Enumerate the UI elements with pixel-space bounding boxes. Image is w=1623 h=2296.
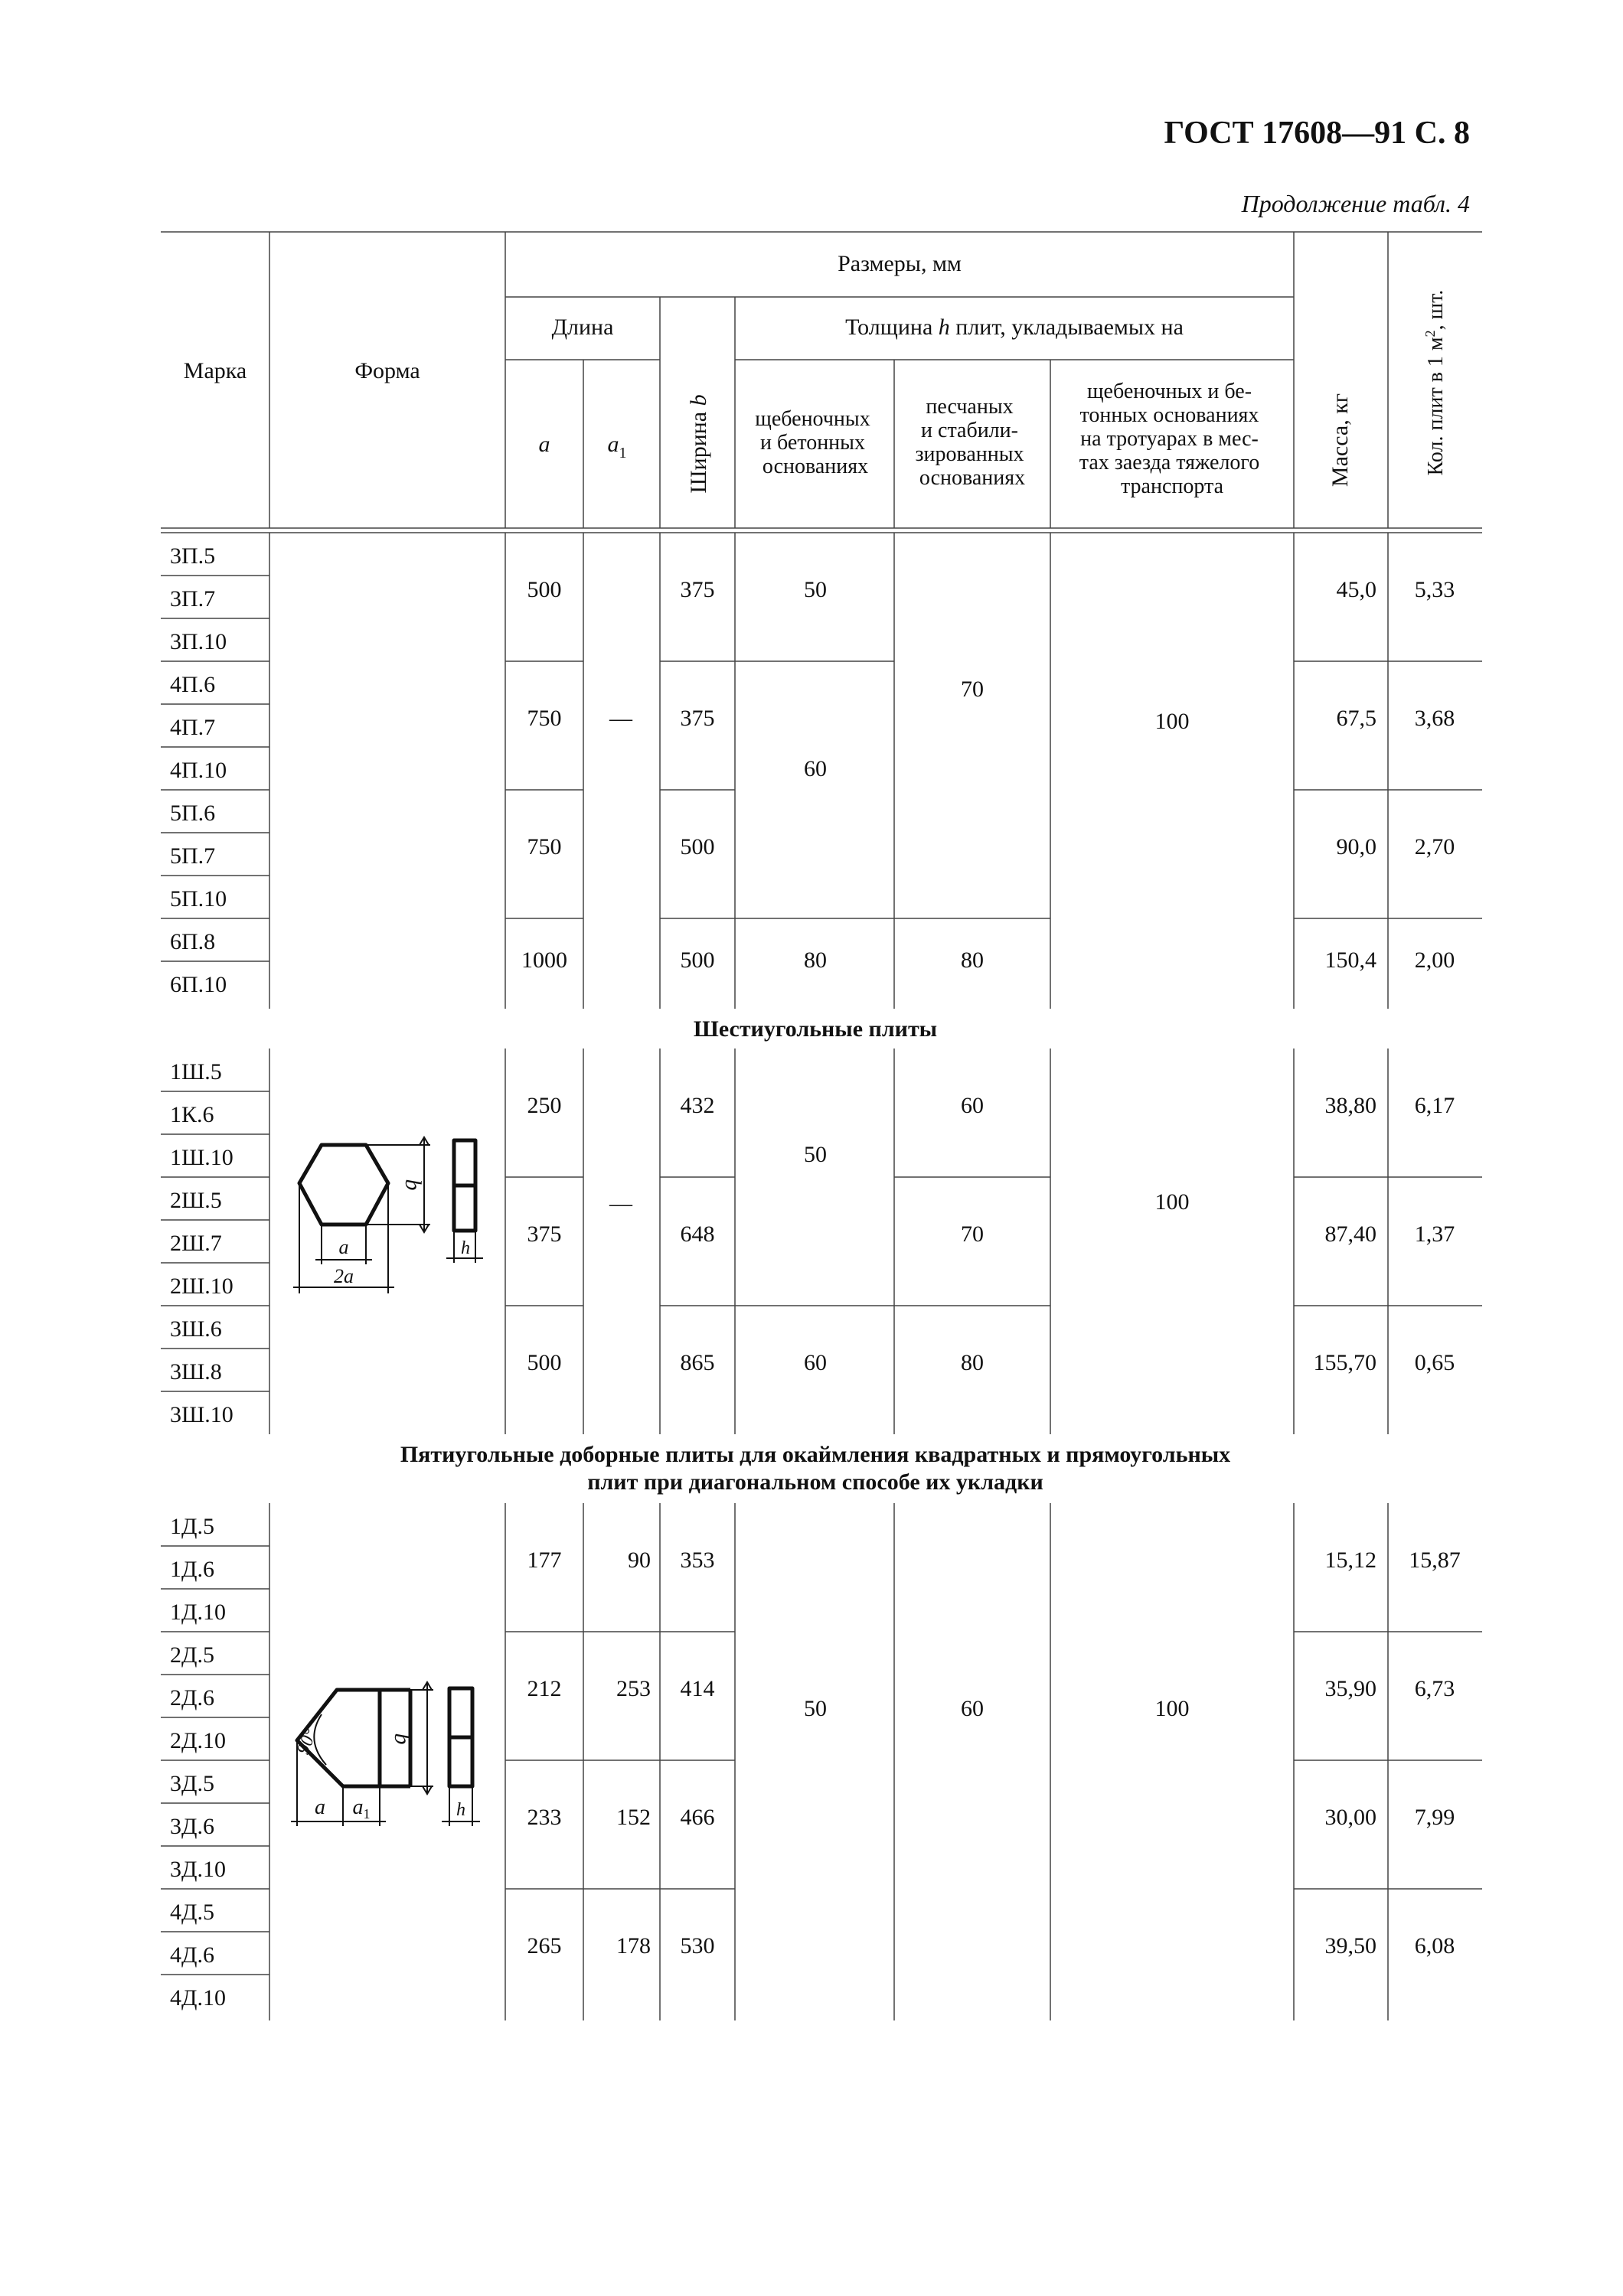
column-header-shcheben: щебеночных и бетонных основаниях <box>755 407 870 478</box>
table-cell-mass: 90,0 <box>1336 834 1376 859</box>
dimension-label-a: a <box>315 1795 325 1819</box>
table-cell-mark: 1К.6 <box>170 1102 214 1127</box>
table-cell-mark: 1Ш.5 <box>170 1059 222 1084</box>
section-title-pentagonal-line2: плит при диагональном способе их укладки <box>587 1469 1043 1495</box>
table-cell-count: 6,73 <box>1414 1676 1455 1701</box>
table-cell-h2: 60 <box>961 1696 984 1721</box>
table-cell-b: 353 <box>680 1548 715 1573</box>
table-cell-mark: 4Д.10 <box>170 1985 226 2011</box>
table-cell-h1: 80 <box>804 947 827 973</box>
table-cell-a: 233 <box>527 1805 562 1830</box>
table-cell-a: 1000 <box>521 947 567 973</box>
table-cell-b: 375 <box>680 577 715 602</box>
table-cell-b: 530 <box>680 1933 715 1958</box>
table-cell-mark: 3Ш.10 <box>170 1402 233 1427</box>
document-header: ГОСТ 17608—91 С. 8 <box>1164 116 1470 151</box>
table-cell-h3: 100 <box>1154 709 1190 734</box>
table-cell-b: 466 <box>680 1805 715 1830</box>
values-rectangular-right <box>1325 577 1377 973</box>
table-cell-mass: 39,50 <box>1324 1933 1376 1958</box>
table-cell-mark: 6П.10 <box>170 972 227 997</box>
values-hexagonal-mass <box>1314 1093 1377 1375</box>
table-cell-a1: — <box>609 706 632 731</box>
column-header-tolshchina: Толщина h плит, укладываемых на <box>845 315 1184 340</box>
table-cell-mass: 150,4 <box>1324 947 1376 973</box>
dimension-label-b: b <box>390 1733 415 1745</box>
table-cell-a1: 90 <box>628 1548 651 1573</box>
table-cell-count: 6,17 <box>1414 1093 1455 1118</box>
column-header-a: a <box>538 432 550 457</box>
table-cell-mark: 3Д.10 <box>170 1857 226 1882</box>
column-header-massa: Масса, кг <box>1327 393 1353 488</box>
table-cell-mark: 3П.7 <box>170 586 216 612</box>
table-cell-mass: 67,5 <box>1336 706 1376 731</box>
table-cell-b: 500 <box>680 834 715 859</box>
table-cell-mark: 3Ш.6 <box>170 1316 222 1342</box>
table-cell-h2: 70 <box>961 1221 984 1247</box>
values-rectangular <box>521 577 1190 973</box>
dimension-label-h: h <box>461 1238 470 1258</box>
table-cell-mark: 4П.7 <box>170 715 216 740</box>
column-header-shirina: Ширина b <box>686 394 711 494</box>
table-cell-mass: 30,00 <box>1324 1805 1376 1830</box>
table-cell-mark: 2Д.5 <box>170 1642 214 1668</box>
table-cell-a: 750 <box>527 706 562 731</box>
table-cell-count: 15,87 <box>1409 1548 1461 1573</box>
section-pentagonal <box>161 1503 1482 2020</box>
table-cell-mass: 155,70 <box>1313 1350 1376 1375</box>
table-cell-mark: 2Д.6 <box>170 1685 214 1711</box>
table-cell-mark: 1Д.6 <box>170 1557 214 1582</box>
table-cell-mark: 3Д.5 <box>170 1771 214 1796</box>
table-cell-mark: 3Д.6 <box>170 1814 214 1839</box>
table-cell-count: 0,65 <box>1414 1350 1455 1375</box>
table-cell-b: 865 <box>680 1350 715 1375</box>
column-header-razmery: Размеры, мм <box>838 251 962 276</box>
table-cell-mark: 4П.6 <box>170 672 216 697</box>
table-cell-a: 265 <box>527 1933 562 1958</box>
column-header-dlina: Длина <box>551 315 614 340</box>
table-cell-a: 500 <box>527 577 562 602</box>
table-cell-count: 2,70 <box>1414 834 1455 859</box>
column-header-pesok: песчаных и стабили- зированных основаниях <box>915 395 1026 490</box>
table-cell-mark: 3П.10 <box>170 629 227 654</box>
table-cell-h1: 50 <box>804 1696 827 1721</box>
table-cell-mass: 87,40 <box>1324 1221 1376 1247</box>
table-cell-count: 3,68 <box>1414 706 1455 731</box>
table-cell-mark: 1Ш.10 <box>170 1145 233 1170</box>
table-cell-h1: 60 <box>804 756 827 781</box>
table-cell-b: 500 <box>680 947 715 973</box>
table-cell-a1: — <box>609 1191 632 1216</box>
table-cell-h3: 100 <box>1154 1189 1190 1215</box>
table-cell-mark: 1Д.5 <box>170 1514 214 1539</box>
values-rectangular-count <box>1415 577 1455 973</box>
table-cell-mass: 38,80 <box>1324 1093 1376 1118</box>
table-cell-h1: 50 <box>804 1142 827 1167</box>
table-cell-h2: 60 <box>961 1093 984 1118</box>
table-header <box>161 232 1482 533</box>
table-cell-h2: 70 <box>961 677 984 702</box>
table-cell-count: 7,99 <box>1414 1805 1455 1830</box>
table-cell-mark: 4Д.6 <box>170 1942 214 1968</box>
table-cell-mass: 35,90 <box>1324 1676 1376 1701</box>
table-cell-mark: 5П.10 <box>170 886 227 912</box>
table-cell-a: 177 <box>527 1548 562 1573</box>
section-rectangular <box>161 533 1482 1009</box>
table-cell-h1: 60 <box>804 1350 827 1375</box>
table-cell-mark: 2Ш.10 <box>170 1274 233 1299</box>
angle-label: 90° <box>293 1726 322 1757</box>
table-cell-b: 432 <box>680 1093 715 1118</box>
dimension-label-b: b <box>400 1179 426 1191</box>
table-cell-mark: 6П.8 <box>170 929 216 954</box>
section-title-hexagonal: Шестиугольные плиты <box>693 1016 938 1042</box>
table-cell-count: 2,00 <box>1414 947 1455 973</box>
table-cell-mark: 1Д.10 <box>170 1600 226 1625</box>
table-cell-mark: 3Ш.8 <box>170 1359 222 1384</box>
table-cell-count: 6,08 <box>1414 1933 1455 1958</box>
table-cell-h2: 80 <box>961 1350 984 1375</box>
table-cell-a: 750 <box>527 834 562 859</box>
dimension-label-a: a <box>338 1236 349 1258</box>
table-cell-mark: 4П.10 <box>170 758 227 783</box>
table-cell-a1: 253 <box>616 1676 651 1701</box>
section-title-pentagonal-line1: Пятиугольные доборные плиты для окаймления квадратных и прямоугольных <box>400 1442 1231 1467</box>
table-cell-a1: 178 <box>616 1933 651 1958</box>
marks-rectangular <box>170 543 227 997</box>
column-header-kol: Кол. плит в 1 $м^2$, шт. <box>1422 289 1448 476</box>
marks-hexagonal <box>170 1059 233 1427</box>
table-cell-a1: 152 <box>616 1805 651 1830</box>
table-cell-b: 414 <box>680 1676 715 1701</box>
table-cell-a: 500 <box>527 1350 562 1375</box>
table-cell-mark: 2Ш.5 <box>170 1188 222 1213</box>
table-cell-h3: 100 <box>1154 1696 1190 1721</box>
section-hexagonal <box>161 1049 1482 1434</box>
values-pentagonal <box>527 1548 1461 1958</box>
values-hexagonal <box>527 1093 1455 1375</box>
table-cell-a: 375 <box>527 1221 562 1247</box>
table-cell-b: 375 <box>680 706 715 731</box>
table-cell-count: 5,33 <box>1414 577 1455 602</box>
table-continuation-label: Продолжение табл. 4 <box>1241 190 1470 217</box>
column-header-a1: $a_1$ <box>607 432 627 461</box>
table-cell-mark: 5П.7 <box>170 843 216 869</box>
table-cell-mark: 2Д.10 <box>170 1728 226 1753</box>
values-pentagonal-right <box>616 1548 1376 1958</box>
table-cell-mass: 45,0 <box>1336 577 1376 602</box>
table-cell-count: 1,37 <box>1414 1221 1455 1247</box>
table-cell-mark: 3П.5 <box>170 543 216 569</box>
table-cell-a: 212 <box>527 1676 562 1701</box>
table-cell-mark: 5П.6 <box>170 801 216 826</box>
table-cell-mark: 4Д.5 <box>170 1900 214 1925</box>
table-cell-b: 648 <box>680 1221 715 1247</box>
pentagon-plate-drawing <box>291 1682 480 1826</box>
column-header-trotuar: щебеночных и бе- тонных основаниях на тротуарах в мес- тах заезда тяжелого транспорта <box>1079 380 1260 498</box>
table-cell-mark: 2Ш.7 <box>170 1231 222 1256</box>
column-header-marka: Марка <box>183 358 247 383</box>
hexagon-plate-drawing <box>293 1137 483 1293</box>
dimension-label-a1: $a_1$ <box>352 1795 371 1821</box>
dimension-label-2a: 2a <box>334 1265 354 1287</box>
column-header-forma: Форма <box>354 358 420 383</box>
table-cell-h1: 50 <box>804 577 827 602</box>
table-cell-mass: 15,12 <box>1324 1548 1376 1573</box>
dimension-label-h: h <box>456 1800 465 1820</box>
table-cell-h2: 80 <box>961 947 984 973</box>
table-cell-a: 250 <box>527 1093 562 1118</box>
